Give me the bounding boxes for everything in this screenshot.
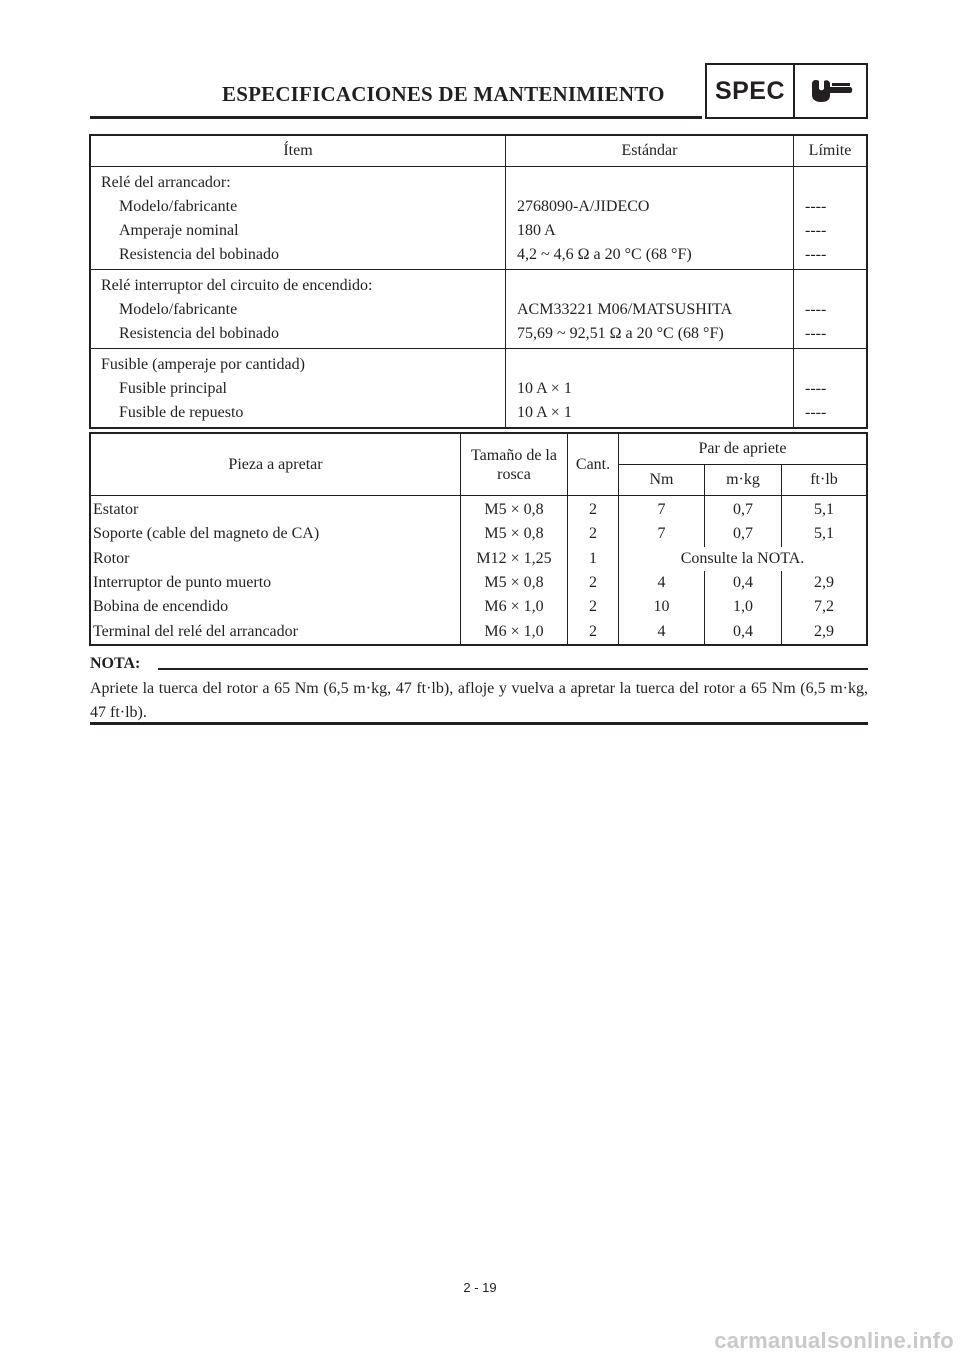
table-row: Fusible principal 10 A × 1 ---- — [90, 377, 867, 401]
table-row: Fusible de repuesto 10 A × 1 ---- — [90, 401, 867, 428]
group-title: Relé interruptor del circuito de encendido: — [101, 277, 373, 294]
watermark: carmanualsonline.info — [714, 1328, 954, 1353]
col-header-mkg: m·kg — [705, 465, 782, 496]
col-header-ftlb: ft·lb — [782, 465, 868, 496]
table-row: Rotor M12 × 1,25 1 Consulte la NOTA. — [90, 547, 867, 571]
table-row: Bobina de encendido M6 × 1,0 2 10 1,0 7,2 — [90, 595, 867, 619]
table-row: Resistencia del bobinado 75,69 ~ 92,51 Ω a 20 °C (68 °F) ---- — [90, 322, 867, 349]
table-row: Modelo/fabricante 2768090-A/JIDECO ---- — [90, 195, 867, 219]
table-row: Amperaje nominal 180 A ---- — [90, 219, 867, 243]
note-rule-bottom — [90, 722, 868, 725]
col-header-torque: Par de apriete — [619, 433, 868, 465]
torque-table — [89, 432, 868, 646]
col-header-part: Pieza a apretar — [228, 455, 323, 473]
group-title: Relé del arrancador: — [101, 174, 231, 191]
group-title-row — [90, 270, 867, 299]
wrench-icon — [795, 65, 866, 117]
group-title: Fusible (amperaje por cantidad) — [101, 356, 305, 373]
col-header-nm: Nm — [619, 465, 705, 496]
see-note-cell: Consulte la NOTA. — [619, 547, 868, 571]
col-header-limit: Límite — [794, 135, 868, 167]
table-row: Estator M5 × 0,8 2 7 0,7 5,1 — [90, 496, 867, 523]
spec-badge — [705, 63, 868, 119]
table-row: Interruptor de punto muerto M5 × 0,8 2 4 0,4 2,9 — [90, 571, 867, 595]
group-title-row — [90, 349, 867, 378]
note-rule-top — [158, 668, 868, 670]
col-header-size: Tamaño de la rosca — [461, 433, 568, 496]
note-label: NOTA: — [90, 655, 141, 672]
header-rule — [90, 116, 702, 119]
page-number: 2 - 19 — [463, 1280, 497, 1295]
note-text: Apriete la tuerca del rotor a 65 Nm (6,5 m·kg, 47 ft·lb), afloje y vuelva a apretar la tuerca del rotor a 65 Nm (6,5 m·kg, 47 ft·lb). — [90, 680, 868, 721]
table-row: Terminal del relé del arrancador M6 × 1,0 2 4 0,4 2,9 — [90, 619, 867, 644]
table-row: Resistencia del bobinado 4,2 ~ 4,6 Ω a 20 °C (68 °F) ---- — [90, 243, 867, 270]
group-title-row — [90, 167, 867, 196]
page-title: ESPECIFICACIONES DE MANTENIMIENTO — [222, 82, 665, 106]
specs-table — [89, 134, 868, 429]
col-header-item: Ítem — [90, 135, 506, 167]
col-header-standard: Estándar — [506, 135, 794, 167]
table-row: Soporte (cable del magneto de CA) M5 × 0,8 2 7 0,7 5,1 — [90, 522, 867, 546]
col-header-qty: Cant. — [568, 433, 619, 496]
spec-badge-text: SPEC — [707, 65, 795, 117]
table-row: Modelo/fabricante ACM33221 M06/MATSUSHITA ---- — [90, 298, 867, 322]
